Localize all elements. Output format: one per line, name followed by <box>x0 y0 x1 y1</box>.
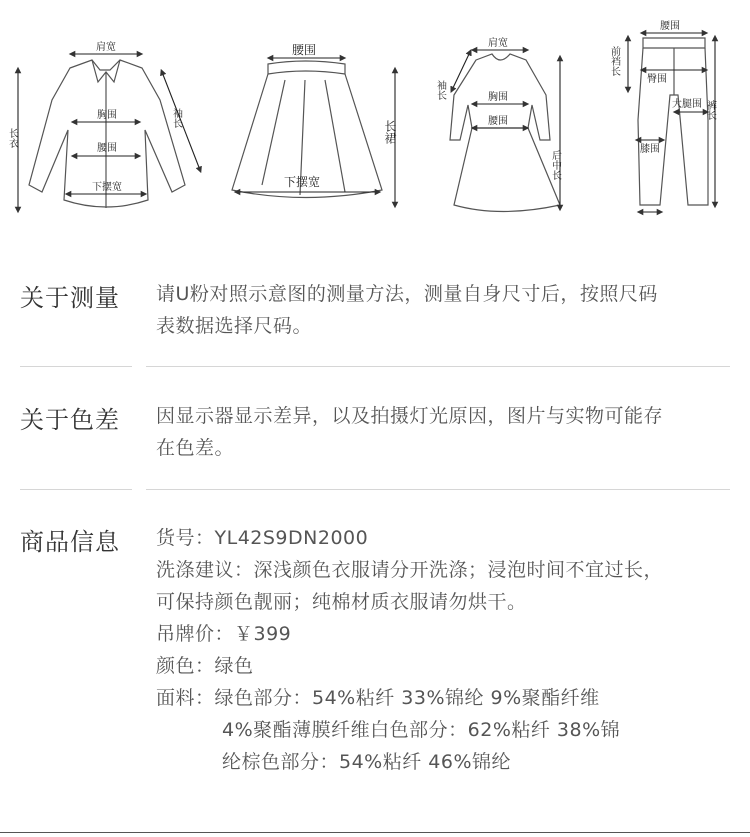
pants-waist-label: 腰围 <box>660 21 680 32</box>
shirt-shoulder-label: 肩宽 <box>96 42 116 53</box>
pants-knee-label: 膝围 <box>640 144 660 155</box>
garment-diagrams-svg <box>0 0 750 230</box>
skirt-waist-label: 腰围 <box>292 43 317 57</box>
measure-section <box>20 278 730 348</box>
shirt-hem-label: 下摆宽 <box>92 182 122 193</box>
bottom-rule <box>0 832 750 833</box>
pants-rise-label: 前裆长 <box>608 46 620 76</box>
shirt-waist-label: 腰围 <box>97 143 117 154</box>
wash-line: 洗涤建议：深浅颜色衣服请分开洗涤；浸泡时间不宜过长， <box>156 559 664 581</box>
info-section <box>20 522 730 782</box>
color-section <box>20 400 730 470</box>
measure-line: 表数据选择尺码。 <box>156 315 313 337</box>
color-body <box>156 400 736 464</box>
measure-title: 关于测量 <box>20 284 120 312</box>
shirt-sleeve-label: 袖长 <box>170 108 182 128</box>
skirt-length-label: 长裙 <box>383 120 397 144</box>
pants-outline <box>638 38 708 205</box>
dress-outline <box>450 54 560 212</box>
measure-divider-left <box>20 366 132 367</box>
sku-line: 货号：YL42S9DN2000 <box>156 527 369 549</box>
price-line: 吊牌价：￥399 <box>156 623 292 645</box>
skirt-hem-label: 下摆宽 <box>284 175 321 189</box>
dress-shoulder-label: 肩宽 <box>488 38 508 49</box>
pants-thigh-label: 大腿围 <box>672 99 702 110</box>
wash-line-cont: 可保持颜色靓丽；纯棉材质衣服请勿烘干。 <box>156 591 527 613</box>
measurement-diagrams <box>0 0 750 230</box>
dress-length-label: 后中长 <box>549 150 561 180</box>
info-body <box>156 522 736 778</box>
info-title: 商品信息 <box>20 528 120 556</box>
dress-sleeve-label: 袖长 <box>434 80 446 100</box>
color-line: 因显示器显示差异，以及拍摄灯光原因，图片与实物可能存 <box>156 405 664 427</box>
dress-chest-label: 胸围 <box>488 92 508 103</box>
color-divider-right <box>146 489 730 490</box>
measure-divider-right <box>146 366 730 367</box>
dress-waist-label: 腰围 <box>488 116 508 127</box>
shirt-length-label: 长衣 <box>6 128 18 148</box>
fabric-line: 面料：绿色部分：54%粘纤 33%锦纶 9%聚酯纤维 <box>156 687 600 709</box>
color-divider-left <box>20 489 132 490</box>
measure-line: 请U粉对照示意图的测量方法，测量自身尺寸后，按照尺码 <box>156 283 658 305</box>
shirt-chest-label: 胸围 <box>97 110 117 121</box>
fabric-line-cont: 纶棕色部分：54%粘纤 46%锦纶 <box>222 751 512 773</box>
color-value-line: 颜色：绿色 <box>156 655 254 677</box>
color-line: 在色差。 <box>156 437 235 459</box>
fabric-line-cont: 4%聚酯薄膜纤维白色部分：62%粘纤 38%锦 <box>222 719 621 741</box>
pants-hip-label: 臀围 <box>647 74 667 85</box>
pants-length-label: 裤长 <box>704 100 716 120</box>
measure-body <box>156 278 736 342</box>
color-title: 关于色差 <box>20 406 120 434</box>
